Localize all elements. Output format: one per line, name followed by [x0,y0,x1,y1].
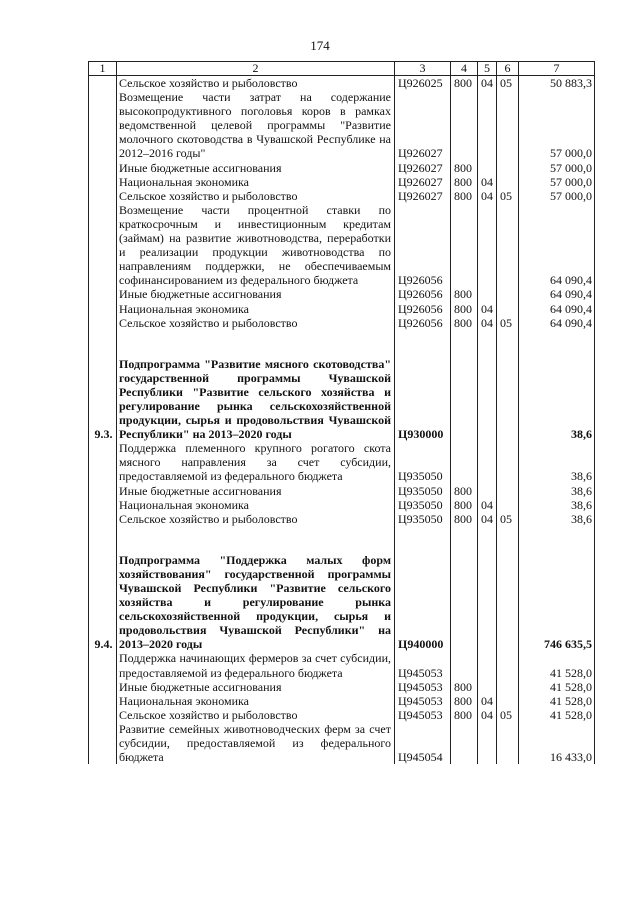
row-number [89,189,117,203]
section-code [478,90,497,160]
row-amount: 16 433,0 [519,722,595,764]
target-code: Ц945054 [395,722,451,764]
row-amount: 64 090,4 [519,203,595,288]
target-code: Ц945053 [395,651,451,679]
expense-type-code [451,553,478,652]
row-number [89,175,117,189]
row-amount: 38,6 [519,512,595,526]
row-description: Возмещение части процентной ставки по краткосрочным и инвестиционным кредитам (займам) на развитие животноводства, переработки и реализации продукции животноводства по направлениям поддержки, не обеспечиваемым софинансированием из федерального бюджета [117,203,395,288]
row-number [89,302,117,316]
subsection-code: 05 [497,512,519,526]
target-code: Ц926056 [395,203,451,288]
expense-type-code: 800 [451,175,478,189]
section-code [478,553,497,652]
expense-type-code: 800 [451,189,478,203]
subsection-code [497,90,519,160]
table-row [89,441,595,483]
row-description: Возмещение части затрат на содержание высокопродуктивного поголовья коров в рамках ведомственной целевой программы "Развитие молочного скотоводства в Чувашской Республике на 2012–2016 годы" [117,90,395,160]
expense-type-code [451,90,478,160]
row-amount: 57 000,0 [519,175,595,189]
subsection-code: 05 [497,708,519,722]
row-description: Поддержка начинающих фермеров за счет субсидии, предоставляемой из федерального бюджета [117,651,395,679]
row-amount: 64 090,4 [519,302,595,316]
table-row [89,722,595,764]
expense-type-code: 800 [451,708,478,722]
row-number [89,161,117,175]
expense-type-code: 800 [451,484,478,498]
row-amount: 57 000,0 [519,161,595,175]
table-row [89,161,595,175]
subsection-code [497,287,519,301]
row-description: Национальная экономика [117,175,395,189]
subsection-code [497,651,519,679]
section-code: 04 [478,189,497,203]
table-row [89,708,595,722]
subsection-code [497,357,519,442]
expense-type-code: 800 [451,316,478,330]
subsection-code [497,203,519,288]
expense-type-code: 800 [451,680,478,694]
subsection-code: 05 [497,76,519,91]
row-description: Сельское хозяйство и рыболовство [117,316,395,330]
subsection-code: 05 [497,189,519,203]
target-code: Ц935050 [395,484,451,498]
row-description: Сельское хозяйство и рыболовство [117,708,395,722]
section-code [478,722,497,764]
row-description: Иные бюджетные ассигнования [117,161,395,175]
row-description: Подпрограмма "Поддержка малых форм хозяйствования" государственной программы Чувашской Республики "Развитие сельского хозяйства и регулирование рынка сельскохозяйственной продукции, сырья и продовольствия Чувашской Республики" на 2013–2020 годы [117,553,395,652]
row-amount: 38,6 [519,484,595,498]
row-number [89,441,117,483]
expense-type-code [451,357,478,442]
row-number [89,680,117,694]
expense-type-code [451,441,478,483]
target-code: Ц926027 [395,189,451,203]
subsection-code [497,175,519,189]
row-number: 9.4. [89,553,117,652]
target-code: Ц926027 [395,90,451,160]
expense-type-code: 800 [451,302,478,316]
subsection-code: 05 [497,316,519,330]
expense-type-code [451,651,478,679]
row-number [89,651,117,679]
table-row [89,680,595,694]
row-number [89,287,117,301]
subsection-code [497,680,519,694]
expense-type-code: 800 [451,161,478,175]
section-code [478,651,497,679]
table-row [89,694,595,708]
spacer-cell [89,526,117,553]
section-code: 04 [478,175,497,189]
subsection-code [497,441,519,483]
row-description: Сельское хозяйство и рыболовство [117,512,395,526]
row-amount: 41 528,0 [519,680,595,694]
section-code: 04 [478,76,497,91]
section-code: 04 [478,302,497,316]
row-amount: 41 528,0 [519,694,595,708]
spacer-cell [519,526,595,553]
expense-type-code: 800 [451,498,478,512]
row-description: Национальная экономика [117,302,395,316]
table-body [89,76,595,765]
header-col-6: 6 [497,62,519,76]
header-col-4: 4 [451,62,478,76]
row-description: Иные бюджетные ассигнования [117,287,395,301]
row-description: Национальная экономика [117,694,395,708]
table-row [89,498,595,512]
subsection-code [497,722,519,764]
expense-type-code [451,203,478,288]
target-code: Ц926027 [395,161,451,175]
spacer-cell [117,526,395,553]
row-number [89,316,117,330]
spacer-cell [395,526,451,553]
spacer-row [89,330,595,357]
section-code: 04 [478,708,497,722]
spacer-cell [117,330,395,357]
budget-table [88,61,595,764]
spacer-cell [89,330,117,357]
table-row [89,302,595,316]
target-code: Ц926056 [395,316,451,330]
target-code: Ц935050 [395,441,451,483]
row-number: 9.3. [89,357,117,442]
spacer-cell [497,330,519,357]
row-number [89,512,117,526]
table-row [89,651,595,679]
expense-type-code: 800 [451,512,478,526]
row-number [89,708,117,722]
target-code: Ц940000 [395,553,451,652]
target-code: Ц926025 [395,76,451,91]
header-col-1: 1 [89,62,117,76]
row-number [89,484,117,498]
section-code: 04 [478,512,497,526]
header-col-2: 2 [117,62,395,76]
spacer-cell [395,330,451,357]
page-number: 174 [310,38,330,53]
row-amount: 50 883,3 [519,76,595,91]
table-row [89,76,595,91]
target-code: Ц926056 [395,302,451,316]
table-row [89,316,595,330]
subprogram-row [89,357,595,442]
section-code [478,357,497,442]
row-description: Подпрограмма "Развитие мясного скотоводства" государственной программы Чувашской Республики "Развитие сельского хозяйства и регулирование рынка сельскохозяйственной продукции, сырья и продовольствия Чувашской Республики" на 2013–2020 годы [117,357,395,442]
expense-type-code [451,722,478,764]
subsection-code [497,161,519,175]
subsection-code [497,694,519,708]
row-number [89,498,117,512]
row-amount: 38,6 [519,357,595,442]
spacer-cell [451,330,478,357]
row-description: Поддержка племенного крупного рогатого скота мясного направления за счет субсидии, предоставляемой из федерального бюджета [117,441,395,483]
subsection-code [497,302,519,316]
header-col-7: 7 [519,62,595,76]
spacer-cell [451,526,478,553]
row-number [89,76,117,91]
row-amount: 41 528,0 [519,708,595,722]
spacer-cell [519,330,595,357]
section-code: 04 [478,316,497,330]
section-code [478,441,497,483]
subsection-code [497,484,519,498]
section-code [478,680,497,694]
row-number [89,90,117,160]
row-amount: 38,6 [519,498,595,512]
section-code [478,161,497,175]
expense-type-code: 800 [451,694,478,708]
row-number [89,203,117,288]
section-code [478,287,497,301]
row-amount: 38,6 [519,441,595,483]
row-description: Сельское хозяйство и рыболовство [117,76,395,91]
row-description: Национальная экономика [117,498,395,512]
row-number [89,694,117,708]
row-description: Иные бюджетные ассигнования [117,680,395,694]
expense-type-code: 800 [451,76,478,91]
target-code: Ц945053 [395,680,451,694]
row-description: Развитие семейных животноводческих ферм за счет субсидии, предоставляемой из федерального бюджета [117,722,395,764]
header-col-3: 3 [395,62,451,76]
row-number [89,722,117,764]
table-row [89,189,595,203]
table-row [89,90,595,160]
target-code: Ц930000 [395,357,451,442]
target-code: Ц926056 [395,287,451,301]
section-code: 04 [478,694,497,708]
spacer-cell [478,526,497,553]
table-row [89,175,595,189]
spacer-cell [478,330,497,357]
table-row [89,203,595,288]
target-code: Ц935050 [395,512,451,526]
spacer-row [89,526,595,553]
row-description: Сельское хозяйство и рыболовство [117,189,395,203]
row-amount: 41 528,0 [519,651,595,679]
section-code [478,203,497,288]
table-row [89,512,595,526]
target-code: Ц926027 [395,175,451,189]
target-code: Ц945053 [395,694,451,708]
row-amount: 64 090,4 [519,287,595,301]
target-code: Ц935050 [395,498,451,512]
subsection-code [497,553,519,652]
section-code [478,484,497,498]
row-amount: 57 000,0 [519,90,595,160]
table-row [89,287,595,301]
header-col-5: 5 [478,62,497,76]
subsection-code [497,498,519,512]
target-code: Ц945053 [395,708,451,722]
header-row [89,62,595,76]
spacer-cell [497,526,519,553]
row-description: Иные бюджетные ассигнования [117,484,395,498]
section-code: 04 [478,498,497,512]
row-amount: 57 000,0 [519,189,595,203]
expense-type-code: 800 [451,287,478,301]
subprogram-row [89,553,595,652]
row-amount: 64 090,4 [519,316,595,330]
table-row [89,484,595,498]
row-amount: 746 635,5 [519,553,595,652]
